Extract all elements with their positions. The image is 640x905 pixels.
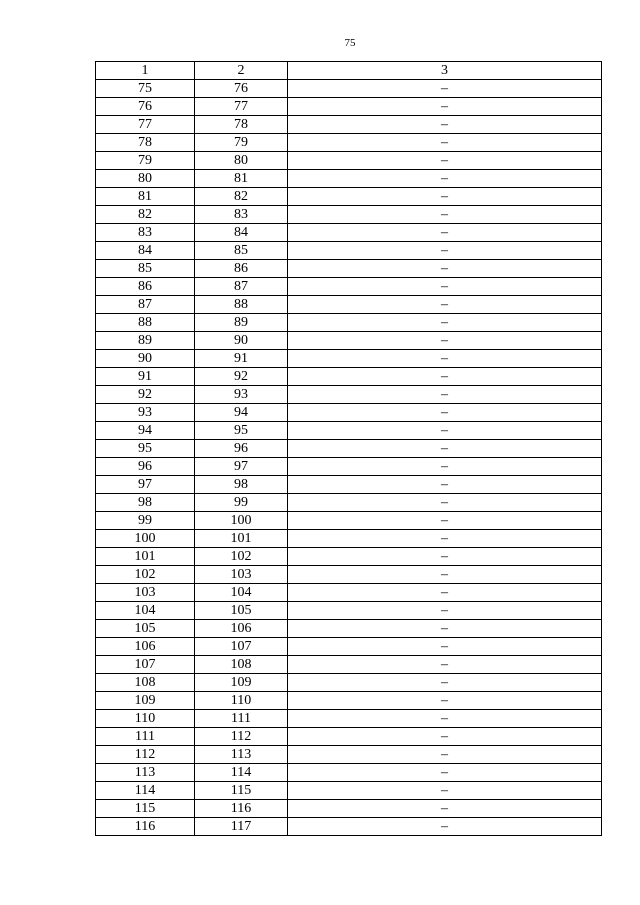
table-cell-col-3: – — [288, 674, 602, 692]
table-cell-col-2: 80 — [195, 152, 288, 170]
table-cell-col-3: – — [288, 494, 602, 512]
table-cell-col-2: 113 — [195, 746, 288, 764]
table-row — [96, 98, 602, 116]
table-cell-col-1: 114 — [96, 782, 195, 800]
table-row — [96, 782, 602, 800]
table-row — [96, 674, 602, 692]
table-cell-col-2: 96 — [195, 440, 288, 458]
table-cell-col-2: 103 — [195, 566, 288, 584]
table-cell-col-3: – — [288, 80, 602, 98]
table-cell-col-1: 86 — [96, 278, 195, 296]
table-cell-col-2: 86 — [195, 260, 288, 278]
table-cell-col-3: – — [288, 602, 602, 620]
table-row — [96, 404, 602, 422]
table-cell-col-1: 110 — [96, 710, 195, 728]
table-cell-col-3: – — [288, 476, 602, 494]
table-row — [96, 188, 602, 206]
table-row — [96, 386, 602, 404]
table-cell-col-1: 96 — [96, 458, 195, 476]
table-body — [96, 80, 602, 836]
column-header-1: 1 — [96, 62, 195, 80]
table-row — [96, 476, 602, 494]
table-row — [96, 530, 602, 548]
table-row — [96, 656, 602, 674]
table-cell-col-2: 89 — [195, 314, 288, 332]
table-cell-col-3: – — [288, 170, 602, 188]
table-cell-col-2: 92 — [195, 368, 288, 386]
table-cell-col-3: – — [288, 800, 602, 818]
table-row — [96, 512, 602, 530]
table-cell-col-2: 90 — [195, 332, 288, 350]
table-cell-col-2: 115 — [195, 782, 288, 800]
table-cell-col-3: – — [288, 422, 602, 440]
table-cell-col-1: 82 — [96, 206, 195, 224]
table-cell-col-1: 94 — [96, 422, 195, 440]
table-cell-col-2: 82 — [195, 188, 288, 206]
table-cell-col-3: – — [288, 260, 602, 278]
table-cell-col-2: 95 — [195, 422, 288, 440]
table-row — [96, 116, 602, 134]
table-cell-col-3: – — [288, 620, 602, 638]
table-cell-col-3: – — [288, 368, 602, 386]
table-cell-col-2: 94 — [195, 404, 288, 422]
header-row — [96, 62, 602, 80]
table-cell-col-3: – — [288, 224, 602, 242]
table-cell-col-2: 117 — [195, 818, 288, 836]
table-cell-col-1: 99 — [96, 512, 195, 530]
table-cell-col-2: 116 — [195, 800, 288, 818]
table-cell-col-1: 95 — [96, 440, 195, 458]
table-cell-col-1: 83 — [96, 224, 195, 242]
table-cell-col-1: 108 — [96, 674, 195, 692]
table-row — [96, 260, 602, 278]
table-row — [96, 242, 602, 260]
table-cell-col-2: 107 — [195, 638, 288, 656]
table-cell-col-3: – — [288, 350, 602, 368]
table-cell-col-1: 81 — [96, 188, 195, 206]
table-cell-col-3: – — [288, 584, 602, 602]
table-cell-col-2: 100 — [195, 512, 288, 530]
table-cell-col-1: 84 — [96, 242, 195, 260]
table-cell-col-2: 87 — [195, 278, 288, 296]
table-row — [96, 170, 602, 188]
table-row — [96, 152, 602, 170]
table-cell-col-2: 81 — [195, 170, 288, 188]
table-cell-col-2: 84 — [195, 224, 288, 242]
page-number: 75 — [344, 37, 356, 49]
table-cell-col-3: – — [288, 728, 602, 746]
table-row — [96, 710, 602, 728]
table-row — [96, 620, 602, 638]
table-cell-col-3: – — [288, 404, 602, 422]
table-cell-col-2: 99 — [195, 494, 288, 512]
table-cell-col-1: 97 — [96, 476, 195, 494]
table-cell-col-1: 105 — [96, 620, 195, 638]
table-cell-col-2: 76 — [195, 80, 288, 98]
table-cell-col-3: – — [288, 242, 602, 260]
table-cell-col-1: 80 — [96, 170, 195, 188]
table-cell-col-2: 105 — [195, 602, 288, 620]
table-header — [96, 62, 602, 80]
table-cell-col-2: 85 — [195, 242, 288, 260]
table-cell-col-3: – — [288, 782, 602, 800]
table-cell-col-1: 98 — [96, 494, 195, 512]
table-cell-col-1: 78 — [96, 134, 195, 152]
table-row — [96, 278, 602, 296]
table-row — [96, 368, 602, 386]
table-cell-col-3: – — [288, 548, 602, 566]
table-cell-col-1: 87 — [96, 296, 195, 314]
table-cell-col-1: 75 — [96, 80, 195, 98]
table-row — [96, 638, 602, 656]
table-cell-col-3: – — [288, 746, 602, 764]
table-cell-col-2: 78 — [195, 116, 288, 134]
table-cell-col-2: 93 — [195, 386, 288, 404]
table-cell-col-1: 103 — [96, 584, 195, 602]
table-cell-col-3: – — [288, 116, 602, 134]
table-cell-col-3: – — [288, 386, 602, 404]
table-cell-col-1: 90 — [96, 350, 195, 368]
table-row — [96, 440, 602, 458]
table-cell-col-1: 76 — [96, 98, 195, 116]
table-row — [96, 206, 602, 224]
table-cell-col-2: 109 — [195, 674, 288, 692]
table-cell-col-1: 89 — [96, 332, 195, 350]
table-cell-col-2: 108 — [195, 656, 288, 674]
table-cell-col-3: – — [288, 566, 602, 584]
table-row — [96, 494, 602, 512]
table-cell-col-1: 92 — [96, 386, 195, 404]
table-cell-col-3: – — [288, 188, 602, 206]
table-row — [96, 80, 602, 98]
table-row — [96, 566, 602, 584]
table-row — [96, 458, 602, 476]
table-cell-col-1: 77 — [96, 116, 195, 134]
table-cell-col-1: 101 — [96, 548, 195, 566]
table-row — [96, 692, 602, 710]
table-cell-col-3: – — [288, 530, 602, 548]
table-cell-col-1: 100 — [96, 530, 195, 548]
table-cell-col-2: 79 — [195, 134, 288, 152]
table-cell-col-1: 88 — [96, 314, 195, 332]
data-table — [95, 61, 602, 836]
table-cell-col-3: – — [288, 710, 602, 728]
column-header-3: 3 — [288, 62, 602, 80]
table-row — [96, 728, 602, 746]
table-cell-col-2: 88 — [195, 296, 288, 314]
table-cell-col-2: 112 — [195, 728, 288, 746]
table-cell-col-1: 107 — [96, 656, 195, 674]
table-cell-col-3: – — [288, 764, 602, 782]
table-cell-col-3: – — [288, 152, 602, 170]
table-cell-col-2: 104 — [195, 584, 288, 602]
table-cell-col-1: 115 — [96, 800, 195, 818]
table-cell-col-2: 114 — [195, 764, 288, 782]
table-row — [96, 314, 602, 332]
table-cell-col-2: 83 — [195, 206, 288, 224]
table-cell-col-1: 106 — [96, 638, 195, 656]
table-cell-col-2: 101 — [195, 530, 288, 548]
table-cell-col-3: – — [288, 458, 602, 476]
table-row — [96, 332, 602, 350]
table-cell-col-1: 111 — [96, 728, 195, 746]
table-row — [96, 548, 602, 566]
table-cell-col-2: 98 — [195, 476, 288, 494]
table-cell-col-2: 77 — [195, 98, 288, 116]
table-row — [96, 746, 602, 764]
table-cell-col-2: 110 — [195, 692, 288, 710]
table-cell-col-3: – — [288, 656, 602, 674]
table-cell-col-1: 116 — [96, 818, 195, 836]
table-cell-col-3: – — [288, 296, 602, 314]
table-cell-col-2: 91 — [195, 350, 288, 368]
table-row — [96, 224, 602, 242]
table-cell-col-3: – — [288, 278, 602, 296]
table-cell-col-3: – — [288, 98, 602, 116]
column-header-2: 2 — [195, 62, 288, 80]
table-cell-col-1: 102 — [96, 566, 195, 584]
table-cell-col-3: – — [288, 512, 602, 530]
table-row — [96, 764, 602, 782]
table-row — [96, 422, 602, 440]
table-row — [96, 818, 602, 836]
table-cell-col-1: 93 — [96, 404, 195, 422]
table-cell-col-3: – — [288, 692, 602, 710]
table-cell-col-3: – — [288, 638, 602, 656]
table-cell-col-3: – — [288, 314, 602, 332]
table-cell-col-1: 79 — [96, 152, 195, 170]
table-row — [96, 800, 602, 818]
table-cell-col-3: – — [288, 206, 602, 224]
table-cell-col-3: – — [288, 332, 602, 350]
table-cell-col-1: 85 — [96, 260, 195, 278]
table-row — [96, 134, 602, 152]
table-row — [96, 350, 602, 368]
table-cell-col-3: – — [288, 134, 602, 152]
table-cell-col-1: 91 — [96, 368, 195, 386]
table-cell-col-1: 112 — [96, 746, 195, 764]
table-cell-col-3: – — [288, 818, 602, 836]
table-row — [96, 602, 602, 620]
table-cell-col-3: – — [288, 440, 602, 458]
table-cell-col-2: 102 — [195, 548, 288, 566]
table-cell-col-2: 111 — [195, 710, 288, 728]
table-row — [96, 296, 602, 314]
table-cell-col-2: 106 — [195, 620, 288, 638]
table-cell-col-1: 104 — [96, 602, 195, 620]
table-cell-col-1: 113 — [96, 764, 195, 782]
table-row — [96, 584, 602, 602]
table-cell-col-2: 97 — [195, 458, 288, 476]
table-cell-col-1: 109 — [96, 692, 195, 710]
